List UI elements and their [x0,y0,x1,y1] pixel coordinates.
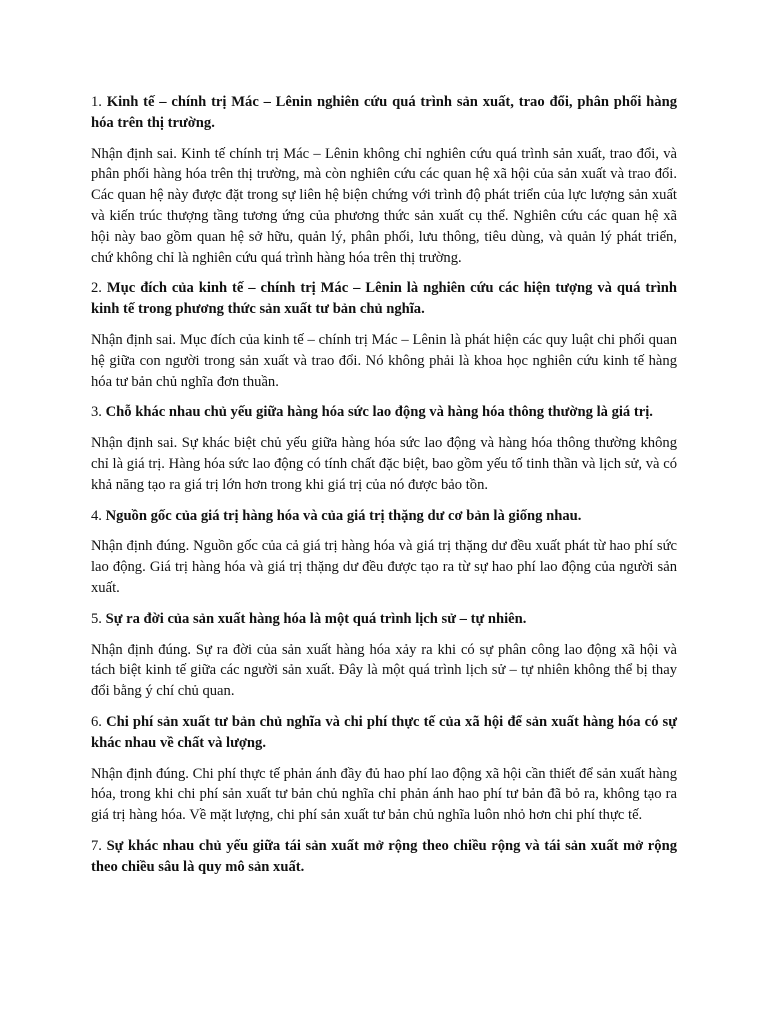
question-item-2 [91,278,677,392]
question-number: 7. [91,837,102,854]
question-text: Sự khác nhau chủ yếu giữa tái sản xuất mở rộng theo chiều rộng và tái sản xuất mở rộng theo chiều sâu là quy mô sản xuất. [91,837,677,875]
question-item-4 [91,506,677,599]
question-number: 2. [91,280,102,297]
question-item-6 [91,712,677,826]
question-item-1 [91,92,677,268]
answer-3: Nhận định sai. Sự khác biệt chủ yếu giữa hàng hóa sức lao động và hàng hóa thông thường không chỉ là giá trị. Hàng hóa sức lao động có tính chất đặc biệt, bao gồm yếu tố tinh thần và lịch sử, và có khả năng tạo ra giá trị lớn hơn trong khi giá trị của nó được bảo tồn. [91,435,677,493]
question-text: Nguồn gốc của giá trị hàng hóa và của giá trị thặng dư cơ bản là giống nhau. [105,507,582,524]
question-number: 3. [91,404,102,421]
question-item-7 [91,836,677,878]
question-text: Chi phí sản xuất tư bản chủ nghĩa và chi phí thực tế của xã hội để sản xuất hàng hóa có sự khác nhau về chất và lượng. [91,713,677,751]
question-item-3 [91,402,677,495]
question-text: Sự ra đời của sản xuất hàng hóa là một quá trình lịch sử – tự nhiên. [105,610,527,627]
question-2 [91,278,677,320]
question-7 [91,836,677,878]
question-text: Mục đích của kinh tế – chính trị Mác – Lênin là nghiên cứu các hiện tượng và quá trình kinh tế trong phương thức sản xuất tư bản chủ nghĩa. [91,280,677,318]
question-text: Kinh tế – chính trị Mác – Lênin nghiên cứu quá trình sản xuất, trao đổi, phân phối hàng hóa trên thị trường. [91,94,677,131]
question-4 [91,506,677,527]
question-number: 6. [91,713,102,730]
question-1 [91,92,677,134]
answer-2: Nhận định sai. Mục đích của kinh tế – chính trị Mác – Lênin là phát hiện các quy luật chi phối quan hệ giữa con người trong sản xuất và trao đổi. Nó không phải là khoa học nghiên cứu kinh tế hàng hóa tư bản chủ nghĩa đơn thuần. [91,331,677,390]
question-3 [91,402,677,423]
answer-6: Nhận định đúng. Chi phí thực tế phản ánh đầy đủ hao phí lao động xã hội cần thiết để sản xuất hàng hóa, trong khi chi phí sản xuất tư bản chủ nghĩa chỉ phản ánh hao phí tư bản đã bỏ ra, không tạo ra giá trị hàng hóa. Về mặt lượng, chi phí sản xuất tư bản chủ nghĩa luôn nhỏ hơn chi phí thực tế. [91,765,677,824]
question-number: 5. [91,610,102,627]
answer-4: Nhận định đúng. Nguồn gốc của cả giá trị hàng hóa và giá trị thặng dư đều xuất phát từ hao phí sức lao động. Giá trị hàng hóa và giá trị thặng dư đều được tạo ra từ sự hao phí lao động của người sản xuất. [91,538,677,596]
question-item-5 [91,609,677,702]
question-5 [91,609,677,630]
question-text: Chỗ khác nhau chủ yếu giữa hàng hóa sức lao động và hàng hóa thông thường là giá trị. [105,404,653,421]
document-page [91,92,677,888]
answer-1: Nhận định sai. Kinh tế chính trị Mác – Lênin không chỉ nghiên cứu quá trình sản xuất, trao đổi, và phân phối hàng hóa trên thị trường, mà còn nghiên cứu các quan hệ xã hội của sản xuất và trao đổi. Các quan hệ này được đặt trong sự liên hệ biện chứng với trình độ phát triển của lực lượng sản xuất và kiến trúc thượng tầng tương ứng của phương thức sản xuất cụ thể. Nghiên cứu các quan hệ xã hội này bao gồm quan hệ sở hữu, quản lý, phân phối, lưu thông, tiêu dùng, và quản lý phát triển, chứ không chỉ là nghiên cứu quá trình hàng hóa trên thị trường. [91,145,677,266]
question-number: 4. [91,507,102,524]
question-6 [91,712,677,754]
question-number: 1. [91,94,102,110]
answer-5: Nhận định đúng. Sự ra đời của sản xuất hàng hóa xảy ra khi có sự phân công lao động xã hội và tách biệt kinh tế giữa các người sản xuất. Đây là một quá trình lịch sử – tự nhiên không thể bị thay đổi bằng ý chí chủ quan. [91,641,677,700]
